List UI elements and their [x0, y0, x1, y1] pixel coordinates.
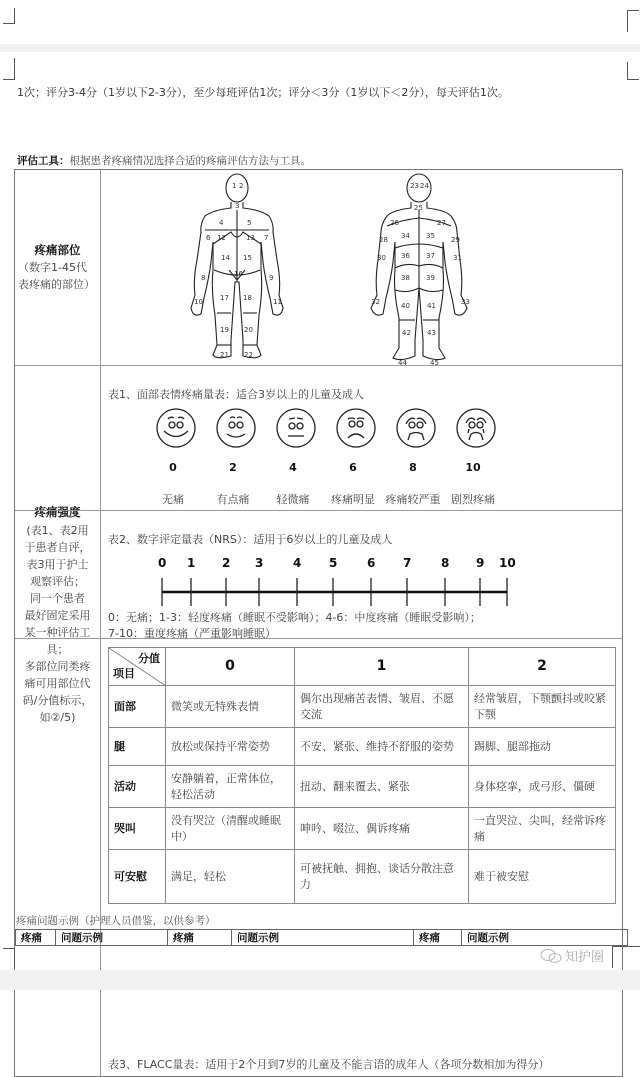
- svg-text:19: 19: [220, 326, 229, 334]
- svg-text:30: 30: [377, 254, 386, 262]
- page-corner-mark: [3, 948, 15, 968]
- score-0-cell: 安静躺着，正常体位，轻松活动: [166, 766, 295, 808]
- column-header-0: 0: [166, 648, 295, 686]
- face-label: 疼痛明显: [331, 493, 375, 506]
- svg-text:21: 21: [220, 351, 229, 359]
- flacc-row-consolability: [109, 850, 616, 904]
- distressed-face-icon: [391, 406, 441, 453]
- face-score: 0: [169, 461, 177, 474]
- front-region-numbers: [194, 182, 282, 359]
- page-separator-bottom: [0, 970, 640, 990]
- header-score-label: 分值: [138, 652, 160, 665]
- body-diagram-cell: [101, 170, 622, 365]
- nrs-tick: 4: [293, 556, 302, 570]
- header-item-label: 项目: [113, 667, 135, 681]
- svg-text:28: 28: [379, 236, 388, 244]
- pain-intensity-note-line: 如②/5): [39, 711, 76, 725]
- svg-text:6: 6: [206, 234, 211, 242]
- back-region-numbers: [371, 182, 470, 367]
- score-2-cell: 一直哭泣、尖叫，经常诉疼痛: [469, 808, 616, 850]
- faces-scale-caption: 表1、面部表情疼痛量表：适合3岁以上的儿童及成人: [108, 388, 364, 401]
- score-0-cell: 满足，轻松: [166, 850, 295, 904]
- svg-text:27: 27: [437, 219, 446, 227]
- nrs-tick: 7: [403, 556, 412, 570]
- nrs-tick: 6: [367, 556, 376, 570]
- body-map-diagram: [101, 170, 623, 366]
- neutral-face-icon: [271, 406, 321, 453]
- svg-text:1: 1: [232, 182, 237, 190]
- score-0-cell: 放松或保持平常姿势: [166, 728, 295, 766]
- svg-text:32: 32: [371, 298, 380, 306]
- pain-intensity-title: 疼痛强度: [34, 505, 81, 519]
- svg-text:17: 17: [220, 294, 229, 302]
- faces-scale-section: [15, 366, 622, 511]
- examples-table: [15, 929, 628, 946]
- flacc-row-face: [109, 686, 616, 728]
- page-corner-mark: [627, 62, 639, 80]
- pain-intensity-note-line: 观察评估；: [30, 574, 85, 588]
- svg-text:40: 40: [401, 302, 410, 310]
- pain-intensity-note-line: 码/分值标示，: [22, 694, 93, 708]
- pain-intensity-note-line: 表3用于护士: [26, 557, 89, 571]
- pain-intensity-note-line: 多部位同类疼: [24, 660, 91, 674]
- pain-intensity-note-line: 于患者自评，: [24, 540, 91, 554]
- svg-text:44: 44: [398, 359, 407, 367]
- svg-text:45: 45: [430, 359, 439, 367]
- score-1-cell: 扭动、翻来覆去、紧张: [295, 766, 469, 808]
- score-1-cell: 偶尔出现痛苦表情、皱眉、不愿交流: [295, 686, 469, 728]
- pain-intensity-note-line: 痛可用部位代: [24, 677, 91, 691]
- svg-text:20: 20: [244, 326, 253, 334]
- score-2-cell: 踢脚、腿部拖动: [469, 728, 616, 766]
- watermark-text: 知护圈: [565, 950, 605, 965]
- row-item: 腿: [109, 728, 166, 766]
- svg-text:12: 12: [217, 234, 226, 242]
- slight-smile-face-icon: [211, 406, 261, 453]
- back-body-figure: [371, 174, 467, 360]
- examples-header-row: [16, 930, 628, 946]
- score-2-cell: 身体痉挛，成弓形、僵硬: [469, 766, 616, 808]
- nrs-description-line-1: 0：无痛；1-3：轻度疼痛（睡眠不受影响）；4-6：中度疼痛（睡眠受影响）；: [108, 611, 481, 624]
- pain-intensity-note-line: 具；: [46, 643, 69, 657]
- page-separator-top: [0, 44, 640, 52]
- nrs-tick: 10: [499, 556, 516, 570]
- pain-location-title: 疼痛部位: [34, 242, 81, 257]
- column-header-2: 2: [469, 648, 616, 686]
- face-score: 8: [409, 461, 417, 474]
- svg-text:13: 13: [246, 234, 255, 242]
- pain-intensity-note-line: 同一个患者: [30, 592, 85, 605]
- score-1-cell: 可被抚触、拥抱、谈话分散注意力: [295, 850, 469, 904]
- watermark: [540, 946, 604, 965]
- nrs-tick: 5: [329, 556, 338, 570]
- svg-text:23: 23: [410, 182, 419, 190]
- pain-intensity-note-line: (表1、表2用: [26, 523, 89, 537]
- face-label: 疼痛较严重: [385, 493, 441, 506]
- pain-location-row: [15, 170, 622, 366]
- examples-header-question: 问题示例: [462, 930, 628, 946]
- row-item: 面部: [109, 686, 166, 728]
- nrs-scale-section: [15, 511, 622, 639]
- face-label: 剧烈疼痛: [451, 493, 495, 506]
- flacc-row-activity: [109, 766, 616, 808]
- pain-intensity-note-line: 最好固定采用: [24, 609, 91, 623]
- svg-text:35: 35: [426, 232, 435, 240]
- svg-text:31: 31: [453, 254, 462, 262]
- nrs-tick: 8: [441, 556, 450, 570]
- svg-text:10: 10: [194, 298, 203, 306]
- svg-text:22: 22: [244, 351, 253, 359]
- flacc-diagonal-header: [109, 648, 166, 686]
- flacc-row-cry: [109, 808, 616, 850]
- svg-text:16: 16: [234, 270, 243, 278]
- pain-intensity-note-line: 某一种评估工: [24, 626, 91, 640]
- svg-text:37: 37: [426, 252, 435, 260]
- crying-face-icon: [451, 406, 501, 453]
- face-score: 6: [349, 461, 357, 474]
- nrs-scale-caption: 表2、数字评定量表（NRS）：适用于6岁以上的儿童及成人: [108, 533, 393, 546]
- examples-header-pain: 疼痛: [16, 930, 56, 946]
- examples-header-pain: 疼痛: [168, 930, 232, 946]
- face-label: 有点痛: [216, 493, 250, 506]
- page-corner-mark: [627, 10, 639, 32]
- smiling-face-icon: [151, 406, 201, 453]
- nrs-tick: 2: [222, 556, 231, 570]
- score-0-cell: 微笑或无特殊表情: [166, 686, 295, 728]
- svg-text:42: 42: [402, 329, 411, 337]
- flacc-table: [108, 647, 616, 904]
- flacc-caption: 表3、FLACC量表：适用于2个月到7岁的儿童及不能言语的成年人（各项分数相加为得分）: [108, 1058, 550, 1071]
- nrs-tick: 0: [158, 556, 167, 570]
- row-item: 可安慰: [109, 850, 166, 904]
- svg-text:9: 9: [269, 274, 274, 282]
- svg-text:38: 38: [401, 274, 410, 282]
- column-header-1: 1: [295, 648, 469, 686]
- svg-text:15: 15: [243, 254, 252, 262]
- svg-text:2: 2: [239, 182, 244, 190]
- svg-text:33: 33: [461, 298, 470, 306]
- score-2-cell: 难于被安慰: [469, 850, 616, 904]
- nrs-tick: 9: [476, 556, 485, 570]
- svg-text:8: 8: [201, 274, 206, 282]
- score-2-cell: 经常皱眉，下颚颤抖或咬紧下颚: [469, 686, 616, 728]
- nrs-description-line-2: 7-10：重度疼痛（严重影响睡眠）: [108, 627, 276, 640]
- face-label: 无痛: [162, 493, 184, 506]
- intro-text: 1次；评分3-4分（1岁以下2-3分），至少每班评估1次；评分＜3分（1岁以下＜2分），每天评估1次。: [17, 86, 509, 99]
- page-corner-mark: [3, 8, 15, 24]
- svg-text:43: 43: [427, 329, 436, 337]
- tool-heading: [17, 153, 311, 168]
- flacc-header-row: [109, 648, 616, 686]
- score-0-cell: 没有哭泣（清醒或睡眠中）: [166, 808, 295, 850]
- row-item: 活动: [109, 766, 166, 808]
- page-corner-mark: [3, 58, 15, 80]
- svg-text:36: 36: [401, 252, 410, 260]
- svg-text:34: 34: [401, 232, 410, 240]
- pain-location-label-cell: [15, 170, 101, 365]
- svg-text:7: 7: [264, 234, 269, 242]
- pain-location-note: （数字1-45代表疼痛的部位）: [18, 261, 95, 292]
- svg-text:18: 18: [243, 294, 252, 302]
- nrs-tick: 3: [255, 556, 264, 570]
- svg-text:4: 4: [219, 219, 224, 227]
- examples-header-pain: 疼痛: [414, 930, 462, 946]
- svg-text:39: 39: [426, 274, 435, 282]
- tool-heading-label: 评估工具：: [17, 155, 70, 167]
- tool-heading-text: 根据患者疼痛情况选择合适的疼痛评估方法与工具。: [69, 155, 311, 167]
- svg-text:5: 5: [247, 219, 252, 227]
- face-score: 10: [465, 461, 481, 474]
- score-1-cell: 不安、紧张、维持不舒服的姿势: [295, 728, 469, 766]
- examples-header-question: 问题示例: [232, 930, 414, 946]
- flacc-row-legs: [109, 728, 616, 766]
- flacc-scale-section: [15, 639, 622, 1076]
- examples-caption: 疼痛问题示例（护理人员借鉴，以供参考）: [16, 915, 216, 927]
- score-1-cell: 呻吟、啜泣、偶诉疼痛: [295, 808, 469, 850]
- frowning-face-icon: [331, 406, 381, 453]
- nrs-tick: 1: [187, 556, 196, 570]
- svg-text:14: 14: [221, 254, 230, 262]
- face-score: 4: [289, 461, 297, 474]
- face-label: 轻微痛: [276, 493, 310, 506]
- svg-text:24: 24: [420, 182, 429, 190]
- wechat-icon: [540, 948, 562, 964]
- examples-header-question: 问题示例: [56, 930, 168, 946]
- svg-text:29: 29: [451, 236, 460, 244]
- svg-text:3: 3: [235, 202, 240, 210]
- svg-text:41: 41: [427, 302, 436, 310]
- svg-text:25: 25: [414, 204, 423, 212]
- page-corner-mark: [612, 946, 640, 968]
- row-item: 哭叫: [109, 808, 166, 850]
- face-score: 2: [229, 461, 237, 474]
- svg-text:11: 11: [273, 298, 282, 306]
- svg-text:26: 26: [390, 219, 399, 227]
